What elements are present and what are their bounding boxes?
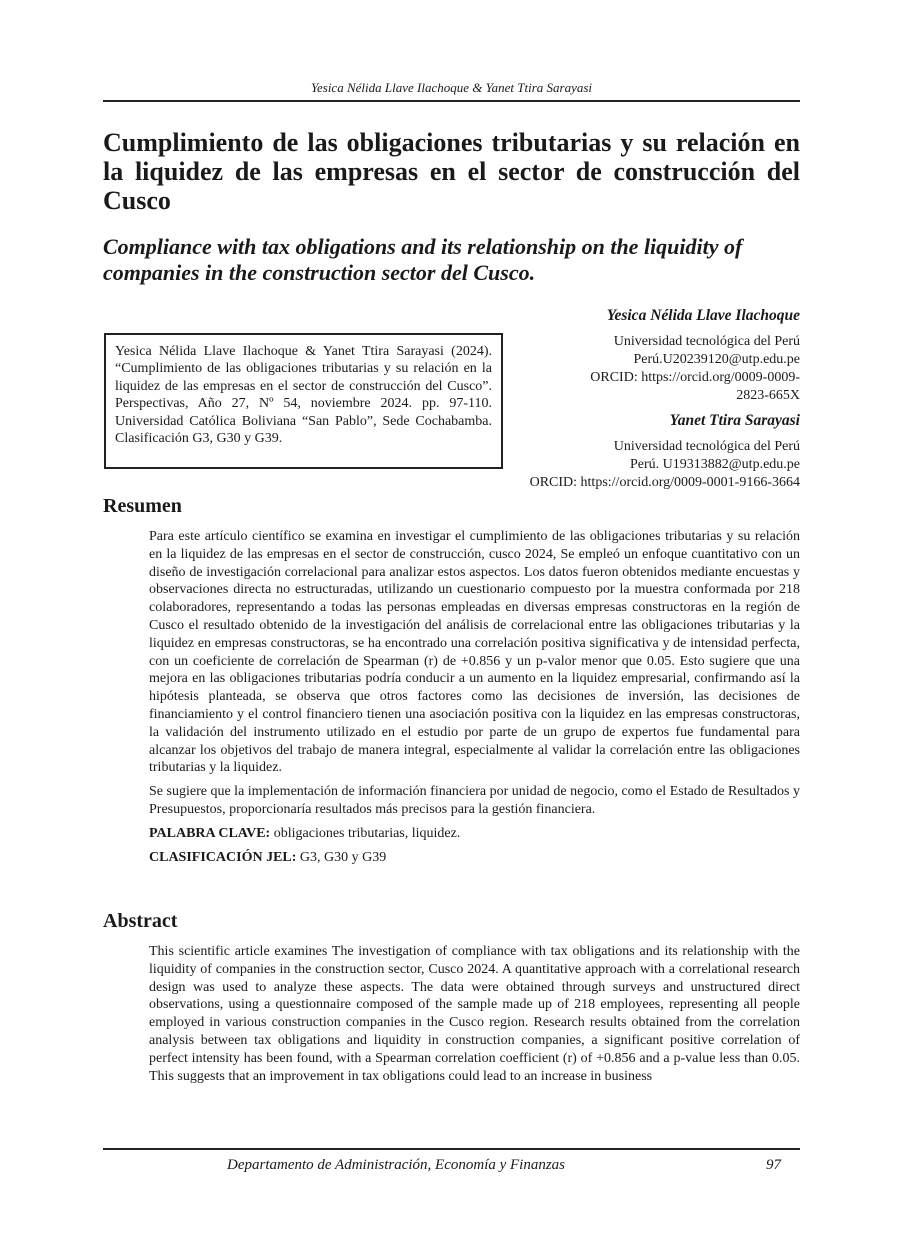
keywords: [149, 825, 800, 843]
footer-rule: [103, 1148, 800, 1150]
jel-value: G3, G30 y G39: [296, 849, 387, 865]
jel-label: CLASIFICACIÓN JEL:: [149, 849, 297, 865]
author-name: Yanet Ttira Sarayasi: [669, 412, 800, 429]
resumen-body: [149, 528, 800, 872]
author-block: [440, 307, 800, 405]
resumen-heading: Resumen: [103, 495, 182, 517]
keywords-label: PALABRA CLAVE:: [149, 825, 271, 841]
abstract-paragraph: This scientific article examines The investigation of compliance with tax obligations and its relationship with the liquidity of companies in the construction sector, Cusco 2024. A quantitative approach with a correlational research design was used to analyze these aspects. The data were obtained through surveys and unstructured direct observations, using a questionnaire composed of the sample made up of 218 employees, representing all people employed in various construction companies in the Cusco region. Research results obtained from the correlation analysis between tax obligations and liquidity in construction companies, a significant positive correlation of perfect intensity has been found, with a Spearman correlation coefficient (r) of +0.856 and a p-value less than 0.05. This suggests that an improvement in tax obligations could lead to an increase in business: [149, 944, 800, 1084]
author-block: [440, 412, 800, 492]
page-number: 97: [766, 1157, 781, 1173]
resumen-paragraph: Se sugiere que la implementación de información financiera por unidad de negocio, como el Estado de Resultados y Presupuestos, proporcionaría resultados más precisos para la gestión financiera.: [149, 784, 800, 817]
abstract-body: [149, 943, 800, 1091]
author-email[interactable]: Perú.U20239120@utp.edu.pe: [633, 352, 800, 367]
citation-box: Yesica Nélida Llave Ilachoque & Yanet Ttira Sarayasi (2024). “Cumplimiento de las obligaciones tributarias y su relación en la liquidez de las empresas en el sector de construcción del Cusco”. Perspectivas, Año 27, Nº 54, noviembre 2024. pp. 97-110. Universidad Católica Boliviana “San Pablo”, Sede Cochabamba. Clasificación G3, G30 y G39.: [104, 333, 503, 469]
author-affiliation: Universidad tecnológica del Perú: [613, 439, 800, 454]
author-affiliations: [440, 307, 800, 492]
footer-department: Departamento de Administración, Economía y Finanzas: [227, 1157, 566, 1173]
author-orcid-continued[interactable]: 2823-665X: [736, 388, 800, 403]
article-title: Cumplimiento de las obligaciones tributarias y su relación en la liquidez de las empresas en el sector de construcción del Cusco: [103, 128, 800, 215]
jel-classification: [149, 849, 800, 867]
running-head: Yesica Nélida Llave Ilachoque & Yanet Ttira Sarayasi: [310, 80, 593, 95]
abstract-heading: Abstract: [103, 910, 178, 932]
article-subtitle: Compliance with tax obligations and its relationship on the liquidity of companies in the construction sector del Cusco.: [103, 234, 743, 285]
author-orcid[interactable]: ORCID: https://orcid.org/0009-0001-9166-3664: [529, 475, 800, 490]
author-name: Yesica Nélida Llave Ilachoque: [606, 307, 800, 324]
author-email[interactable]: Perú. U19313882@utp.edu.pe: [630, 457, 800, 472]
author-affiliation: Universidad tecnológica del Perú: [613, 334, 800, 349]
header-rule: [103, 100, 800, 102]
resumen-paragraph: Para este artículo científico se examina en investigar el cumplimiento de las obligaciones tributarias y su relación en la liquidez de las empresas en el sector de construcción, cusco 2024, Se empleó un enfoque cuantitativo con un diseño de investigación correlacional para analizar estos aspectos. Los datos fueron obtenidos mediante encuestas y observaciones directa no estructuradas, utilizando un cuestionario compuesto por la muestra conformada por 218 colaboradores, representando a todas las personas empleadas en diversas empresas constructoras en la región de Cusco el resultado obtenido de la investigación del análisis de correlacional entre las obligaciones tributarias y la liquidez en empresas constructoras, se ha encontrado una correlación positiva significativa y de intensidad perfecta, con un coeficiente de correlación de Spearman (r) de +0.856 y un p-valor menor que 0.05. Esto sugiere que una mejora en las obligaciones tributarias podría conducir a un aumento en la liquidez empresarial, confirmando así la hipótesis planteada, se observa que otros factores como las decisiones de inversión, las decisiones de financiamiento y el control financiero tienen una asociación positiva con la liquidez en las empresas constructoras, la validación del instrumento utilizado en el estudio por parte de un grupo de expertos fue fundamental para alcanzar los objetivos del trabajo de manera integral, especialmente al validar la correlación entre las obligaciones tributarias y la liquidez.: [149, 529, 800, 776]
author-orcid[interactable]: ORCID: https://orcid.org/0009-0009-: [590, 370, 800, 385]
keywords-value: obligaciones tributarias, liquidez.: [270, 825, 461, 841]
